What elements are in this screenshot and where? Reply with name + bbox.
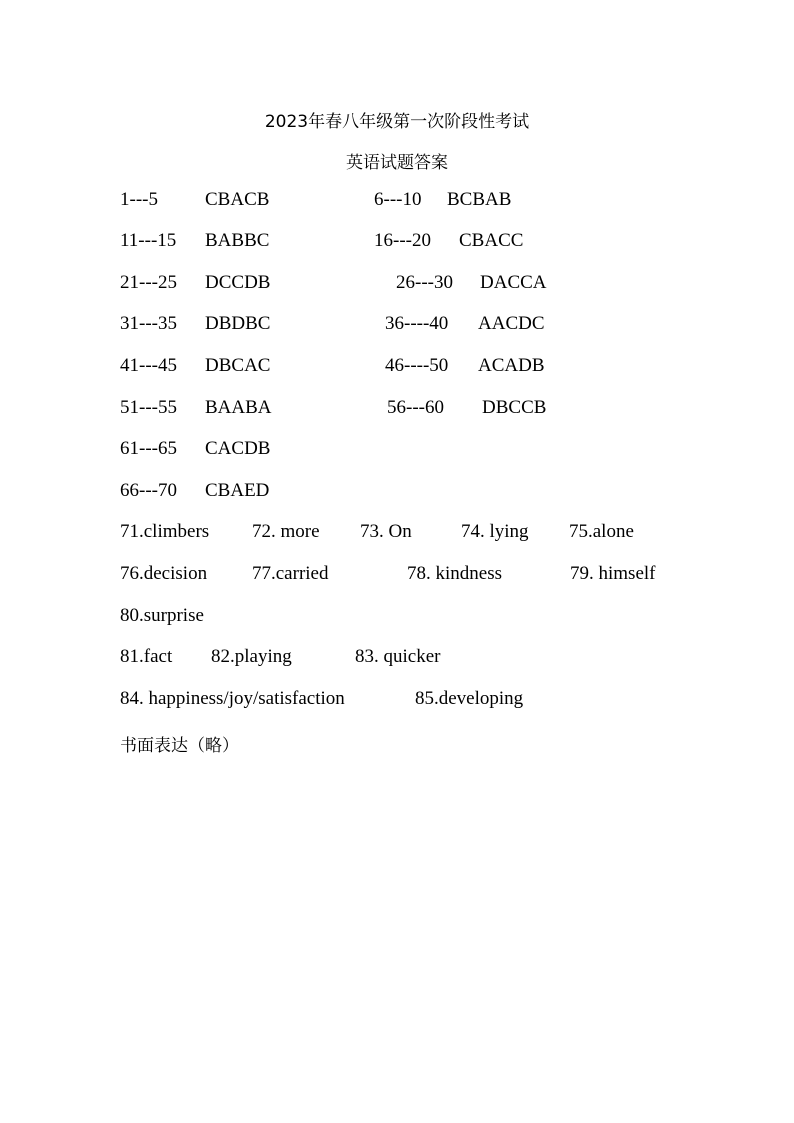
mc-range: 51---55	[120, 397, 177, 418]
fill-row-5	[0, 688, 794, 714]
fill-answer: 71.climbers	[120, 521, 210, 542]
fill-answer: 76.decision	[120, 563, 208, 584]
mc-answers: BCBAB	[447, 189, 512, 210]
mc-range: 66---70	[120, 480, 177, 501]
mc-range: 31---35	[120, 313, 177, 334]
page-title: 2023年春八年级第一次阶段性考试	[264, 112, 530, 132]
mc-answers: DBDBC	[205, 313, 271, 334]
mc-answers: BABBC	[205, 230, 270, 251]
fill-row-4	[0, 646, 794, 672]
mc-row-6	[0, 397, 794, 423]
fill-answer: 82.playing	[211, 646, 292, 667]
fill-answer: 77.carried	[252, 563, 329, 584]
fill-answer: 84. happiness/joy/satisfaction	[120, 688, 345, 709]
fill-answer: 74. lying	[461, 521, 529, 542]
mc-answers: DACCA	[480, 272, 547, 293]
writing-note: 书面表达（略）	[120, 736, 239, 756]
mc-range: 21---25	[120, 272, 177, 293]
mc-answers: BAABA	[205, 397, 272, 418]
fill-answer: 73. On	[360, 521, 412, 542]
mc-row-8	[0, 480, 794, 506]
mc-answers: DBCAC	[205, 355, 271, 376]
mc-answers: CBACC	[459, 230, 524, 251]
mc-answers: CBACB	[205, 189, 270, 210]
fill-answer: 75.alone	[569, 521, 634, 542]
fill-answer: 81.fact	[120, 646, 173, 667]
mc-range: 1---5	[120, 189, 158, 210]
mc-row-1	[0, 189, 794, 215]
fill-answer: 80.surprise	[120, 605, 204, 626]
mc-range: 61---65	[120, 438, 177, 459]
mc-answers: ACADB	[478, 355, 545, 376]
fill-row-3	[0, 605, 794, 631]
mc-answers: DCCDB	[205, 272, 271, 293]
fill-answer: 79. himself	[570, 563, 656, 584]
fill-answer: 83. quicker	[355, 646, 441, 667]
mc-row-5	[0, 355, 794, 381]
mc-range: 16---20	[374, 230, 431, 251]
fill-row-1	[0, 521, 794, 547]
mc-range: 41---45	[120, 355, 177, 376]
fill-answer: 85.developing	[415, 688, 524, 709]
mc-row-3	[0, 272, 794, 298]
mc-answers: AACDC	[478, 313, 545, 334]
mc-range: 11---15	[120, 230, 177, 251]
mc-range: 6---10	[374, 189, 422, 210]
fill-answer: 72. more	[252, 521, 320, 542]
mc-row-4	[0, 313, 794, 339]
fill-answer: 78. kindness	[407, 563, 502, 584]
page-subtitle: 英语试题答案	[346, 153, 448, 173]
mc-range: 36----40	[385, 313, 449, 334]
mc-range: 46----50	[385, 355, 449, 376]
mc-range: 26---30	[396, 272, 453, 293]
mc-answers: CACDB	[205, 438, 271, 459]
mc-answers: CBAED	[205, 480, 270, 501]
writing-row	[0, 731, 794, 757]
mc-row-7	[0, 438, 794, 464]
mc-row-2	[0, 230, 794, 256]
mc-range: 56---60	[387, 397, 444, 418]
mc-answers: DBCCB	[482, 397, 547, 418]
fill-row-2	[0, 563, 794, 589]
